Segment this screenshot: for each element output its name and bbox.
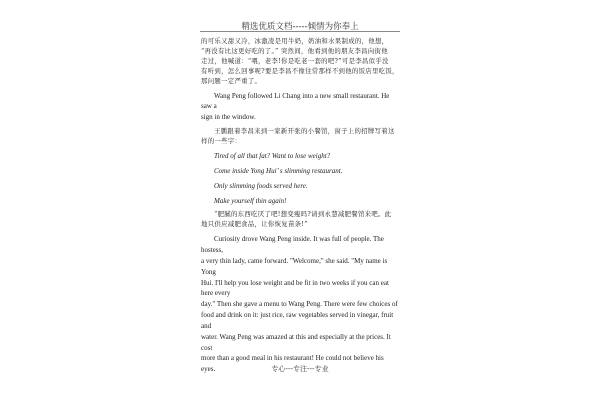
- text-line: “再没有比这更好吃的了。” 突然间，他看到他的朋友李昌向街他: [201, 46, 388, 55]
- text-line: food and drink on it: just rice, raw vegetables served in vinegar, fruit and: [201, 311, 394, 330]
- text-line: 地只供应减肥食品，让你恢复苗条!”: [201, 220, 308, 229]
- text-line: 样的一些字：: [201, 137, 242, 146]
- text-line: 的可乐又甜又冷，冰激凌是用牛奶，奶油和水果制成的，他想，: [201, 37, 389, 45]
- page-footer: 专心---专注---专业: [271, 365, 329, 373]
- text-line: 走过，他喊道：“喂，老李!你是吃老一套的吧?”可是李昌似乎没: [201, 56, 389, 65]
- text-line: “肥腻的东西吃厌了吧!想变瘦吗?请到永慧减肥餐馆来吧。此: [214, 210, 392, 219]
- text-line: 王鹏跟着李昌来到一家新开张的小餐馆，窗子上的招牌写着这: [214, 127, 395, 136]
- text-line: water. Wang Peng was amazed at this and especially at the prices. It cost: [201, 332, 391, 352]
- text-line: a very thin lady, came forward. "Welcome," she said. "My name is Yong: [201, 256, 388, 276]
- text-line: 那问题一定严重了。: [201, 76, 262, 85]
- sign-line: Come inside Yong Hui’ s slimming restaurant.: [214, 166, 343, 175]
- document-body: [201, 37, 399, 375]
- sign-line: Tired of all that fat? Want to lose weight?: [214, 151, 331, 160]
- text-line: Wang Peng followed Li Chang into a new small restaurant. He saw a: [201, 91, 390, 111]
- text-line: Curiosity drove Wang Peng inside. It was full of people. The hostess,: [201, 235, 384, 255]
- text-line: day." Then she gave a menu to Wang Peng. There were few choices of: [201, 300, 398, 309]
- text-line: 有听到，怎么回事呢?要是李昌不像往常那样不到他的饭店里吃饭，: [201, 66, 399, 75]
- header-rule: [200, 31, 400, 32]
- text-line: more than a good meal in his restaurant! He could not believe his eyes.: [201, 354, 384, 374]
- page-header: 精选优质文档-----倾情为你奉上: [241, 22, 359, 32]
- sign-line: Only slimming foods served here.: [214, 181, 308, 190]
- text-line: Hui. I'll help you lose weight and be fit in two weeks if you can eat here every: [201, 278, 389, 298]
- text-line: sign in the window.: [201, 113, 256, 122]
- sign-line: Make yourself thin again!: [214, 196, 287, 205]
